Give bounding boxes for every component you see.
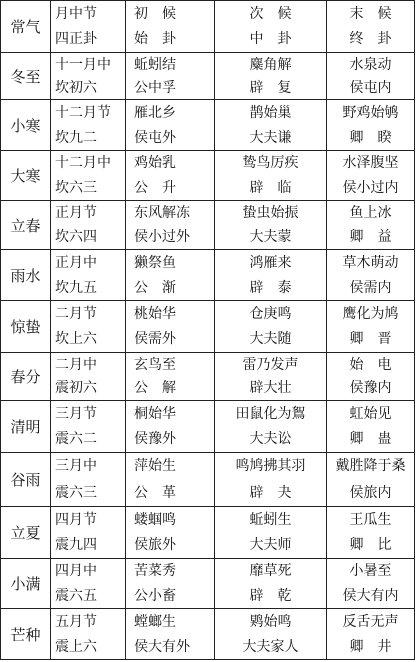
third-hou-cell	[327, 401, 415, 453]
third-hou-cell-line-1: 王瓜生	[349, 511, 392, 528]
term-cell: 立春	[1, 201, 51, 250]
second-hou-cell-line-1: 鹊始巢	[249, 104, 292, 121]
month-cell	[51, 353, 126, 401]
first-hou-cell	[126, 401, 215, 453]
second-hou-cell	[215, 250, 327, 301]
first-hou-cell	[126, 100, 215, 151]
term-cell: 小满	[1, 559, 51, 609]
first-hou-cell-line-1: 獭祭鱼	[134, 254, 176, 271]
month-cell-line-2: 震六五	[55, 587, 97, 604]
second-hou-cell-line-1: 鸷鸟厉疾	[242, 155, 299, 172]
second-hou-cell-line-1: 䴗始鸣	[249, 613, 292, 630]
second-hou-cell-line-2: 辟 泰	[249, 279, 292, 296]
second-hou-cell-line-2: 大夫随	[249, 331, 292, 348]
header-first-cell	[126, 1, 215, 53]
second-hou-cell-line-1: 蚯蚓生	[249, 511, 292, 528]
third-hou-cell-line-2: 卿 井	[349, 638, 392, 655]
third-hou-cell-line-1: 反舌无声	[342, 613, 399, 630]
month-cell-line-2: 震六三	[55, 484, 97, 501]
second-hou-cell-line-2: 辟大壮	[249, 380, 292, 397]
first-hou-cell-line-2: 侯需外	[134, 331, 176, 348]
month-cell-line-2: 坎初六	[55, 79, 97, 96]
first-hou-cell-line-1: 玄鸟至	[134, 356, 176, 373]
first-hou-cell-line-1: 东风解冻	[134, 205, 190, 221]
third-hou-cell	[327, 201, 415, 250]
third-hou-cell-line-2: 侯需内	[349, 279, 392, 296]
month-cell-line-1: 十二月节	[55, 104, 111, 121]
second-hou-cell-line-2: 辟 乾	[249, 587, 292, 604]
header-term-cell: 常气	[1, 1, 51, 53]
month-cell	[51, 507, 126, 559]
term-cell: 立夏	[1, 507, 51, 559]
third-hou-cell	[327, 151, 415, 201]
first-hou-cell-line-2: 侯小过外	[134, 229, 190, 245]
header-second-cell	[215, 1, 327, 53]
second-hou-cell-line-1: 麋角解	[249, 56, 292, 73]
month-cell-line-1: 正月节	[55, 205, 97, 221]
table-row	[1, 151, 415, 201]
header-third-cell-line-2: 终 卦	[349, 31, 392, 48]
second-hou-cell	[215, 301, 327, 353]
third-hou-cell	[327, 250, 415, 301]
table-body	[1, 1, 415, 660]
term-cell: 大寒	[1, 151, 51, 201]
header-second-cell-line-1: 次 候	[249, 5, 292, 22]
third-hou-cell-line-2: 侯旅内	[349, 484, 392, 501]
third-hou-cell	[327, 100, 415, 151]
first-hou-cell	[126, 151, 215, 201]
second-hou-cell	[215, 151, 327, 201]
third-hou-cell	[327, 53, 415, 100]
third-hou-cell-line-1: 虹始见	[349, 405, 392, 422]
third-hou-cell-line-1: 野鸡始鸲	[342, 104, 399, 121]
first-hou-cell	[126, 559, 215, 609]
month-cell	[51, 559, 126, 609]
month-cell	[51, 401, 126, 453]
third-hou-cell-line-2: 侯大有内	[342, 587, 399, 604]
term-cell: 冬至	[1, 53, 51, 100]
first-hou-cell-line-2: 公 升	[134, 179, 176, 196]
first-hou-cell-line-1: 蝼蝈鸣	[134, 511, 176, 528]
third-hou-cell-line-1: 鹰化为鸠	[342, 305, 399, 322]
third-hou-cell	[327, 559, 415, 609]
month-cell-line-1: 四月节	[55, 511, 97, 528]
third-hou-cell-line-1: 小暑至	[349, 563, 392, 580]
first-hou-cell	[126, 53, 215, 100]
header-month-cell-line-2: 四正卦	[55, 31, 97, 48]
month-cell-line-2: 坎上六	[55, 331, 97, 348]
second-hou-cell-line-2: 辟 临	[249, 179, 292, 196]
month-cell	[51, 250, 126, 301]
first-hou-cell-line-1: 桐始华	[134, 405, 176, 422]
month-cell-line-1: 三月节	[55, 405, 97, 422]
second-hou-cell-line-2: 大夫讼	[249, 431, 292, 448]
header-first-cell-line-1: 初 候	[134, 5, 176, 22]
third-hou-cell-line-1: 鱼上冰	[349, 205, 392, 221]
table-row	[1, 301, 415, 353]
third-hou-cell-line-2: 卿 晋	[349, 331, 392, 348]
second-hou-cell	[215, 453, 327, 507]
second-hou-cell	[215, 507, 327, 559]
second-hou-cell-line-2: 大夫蒙	[249, 229, 292, 245]
header-third-cell-line-1: 末 候	[349, 5, 392, 22]
month-cell-line-2: 坎六三	[55, 179, 97, 196]
third-hou-cell	[327, 609, 415, 660]
third-hou-cell-line-2: 卿 睽	[349, 129, 392, 146]
month-cell-line-2: 坎九二	[55, 129, 97, 146]
table-row	[1, 201, 415, 250]
first-hou-cell-line-2: 公 解	[134, 380, 176, 397]
table-row	[1, 353, 415, 401]
first-hou-cell-line-2: 公小畜	[134, 587, 176, 604]
second-hou-cell-line-1: 鸿雁来	[249, 254, 292, 271]
third-hou-cell-line-1: 草木萌动	[342, 254, 399, 271]
first-hou-cell	[126, 453, 215, 507]
term-cell: 清明	[1, 401, 51, 453]
header-second-cell-line-2: 中 卦	[249, 31, 292, 48]
table-row	[1, 250, 415, 301]
third-hou-cell	[327, 353, 415, 401]
first-hou-cell-line-2: 公中孚	[134, 79, 176, 96]
first-hou-cell-line-1: 苦菜秀	[134, 563, 176, 580]
table-row	[1, 100, 415, 151]
first-hou-cell	[126, 609, 215, 660]
term-cell: 小寒	[1, 100, 51, 151]
second-hou-cell-line-1: 鸣鸠拂其羽	[235, 458, 306, 475]
term-cell: 雨水	[1, 250, 51, 301]
table-row	[1, 507, 415, 559]
third-hou-cell-line-2: 侯小过内	[342, 179, 399, 196]
header-first-cell-line-2: 始 卦	[134, 31, 176, 48]
third-hou-cell-line-2: 侯豫内	[349, 380, 392, 397]
first-hou-cell-line-2: 侯屯外	[134, 129, 176, 146]
month-cell-line-1: 三月中	[55, 458, 97, 475]
second-hou-cell-line-2: 辟 复	[249, 79, 292, 96]
month-cell-line-1: 二月中	[55, 356, 97, 373]
first-hou-cell-line-2: 侯旅外	[134, 537, 176, 554]
third-hou-cell-line-2: 卿 益	[349, 229, 392, 245]
third-hou-cell-line-2: 卿 蛊	[349, 431, 392, 448]
second-hou-cell	[215, 609, 327, 660]
month-cell-line-1: 十一月中	[55, 56, 111, 73]
second-hou-cell	[215, 201, 327, 250]
third-hou-cell-line-1: 戴胜降于桑	[335, 458, 406, 475]
month-cell-line-2: 坎六四	[55, 229, 97, 245]
month-cell-line-1: 五月节	[55, 613, 97, 630]
third-hou-cell-line-2: 卿 比	[349, 537, 392, 554]
month-cell-line-2: 震上六	[55, 638, 97, 655]
third-hou-cell	[327, 453, 415, 507]
first-hou-cell	[126, 353, 215, 401]
first-hou-cell-line-1: 桃始华	[134, 305, 176, 322]
table-row	[1, 401, 415, 453]
table-row	[1, 53, 415, 100]
term-cell: 春分	[1, 353, 51, 401]
first-hou-cell-line-2: 侯豫外	[134, 431, 176, 448]
month-cell-line-1: 正月中	[55, 254, 97, 271]
first-hou-cell	[126, 507, 215, 559]
first-hou-cell-line-2: 公 革	[134, 484, 176, 501]
first-hou-cell-line-1: 鸡始乳	[134, 155, 176, 172]
header-month-cell	[51, 1, 126, 53]
third-hou-cell	[327, 301, 415, 353]
month-cell-line-1: 二月节	[55, 305, 97, 322]
first-hou-cell	[126, 201, 215, 250]
first-hou-cell-line-1: 螳螂生	[134, 613, 176, 630]
second-hou-cell	[215, 401, 327, 453]
second-hou-cell	[215, 353, 327, 401]
first-hou-cell-line-2: 侯大有外	[134, 638, 190, 655]
first-hou-cell-line-1: 萍始生	[134, 458, 176, 475]
month-cell-line-2: 坎九五	[55, 279, 97, 296]
third-hou-cell-line-1: 水泽腹坚	[342, 155, 399, 172]
first-hou-cell-line-2: 公 渐	[134, 279, 176, 296]
header-row	[1, 1, 415, 53]
third-hou-cell-line-2: 侯屯内	[349, 79, 392, 96]
third-hou-cell-line-1: 始 电	[349, 356, 392, 373]
second-hou-cell-line-2: 辟 夬	[249, 484, 292, 501]
first-hou-cell	[126, 250, 215, 301]
month-cell	[51, 301, 126, 353]
second-hou-cell-line-1: 仓庚鸣	[249, 305, 292, 322]
first-hou-cell-line-1: 蚯蚓结	[134, 56, 176, 73]
month-cell-line-2: 震初六	[55, 380, 97, 397]
table-row	[1, 559, 415, 609]
second-hou-cell-line-1: 蛰虫始振	[242, 205, 299, 221]
second-hou-cell-line-1: 雷乃发声	[242, 356, 299, 373]
month-cell	[51, 453, 126, 507]
term-cell: 芒种	[1, 609, 51, 660]
second-hou-cell-line-2: 大夫谦	[249, 129, 292, 146]
month-cell	[51, 201, 126, 250]
header-month-cell-line-1: 月中节	[55, 5, 97, 22]
month-cell-line-1: 四月中	[55, 563, 97, 580]
term-cell: 惊蛰	[1, 301, 51, 353]
month-cell	[51, 100, 126, 151]
month-cell	[51, 53, 126, 100]
second-hou-cell	[215, 100, 327, 151]
month-cell	[51, 151, 126, 201]
header-third-cell	[327, 1, 415, 53]
first-hou-cell	[126, 301, 215, 353]
month-cell-line-2: 震六二	[55, 431, 97, 448]
month-cell-line-1: 十二月中	[55, 155, 111, 172]
second-hou-cell	[215, 559, 327, 609]
table-row	[1, 453, 415, 507]
second-hou-cell-line-1: 靡草死	[249, 563, 292, 580]
second-hou-cell-line-2: 大夫师	[249, 537, 292, 554]
term-cell: 谷雨	[1, 453, 51, 507]
second-hou-cell-line-2: 大夫家人	[242, 638, 299, 655]
third-hou-cell-line-1: 水泉动	[349, 56, 392, 73]
third-hou-cell	[327, 507, 415, 559]
table-row	[1, 609, 415, 660]
second-hou-cell-line-1: 田鼠化为鴽	[235, 405, 306, 422]
first-hou-cell-line-1: 雁北乡	[134, 104, 176, 121]
second-hou-cell	[215, 53, 327, 100]
month-cell	[51, 609, 126, 660]
month-cell-line-2: 震九四	[55, 537, 97, 554]
